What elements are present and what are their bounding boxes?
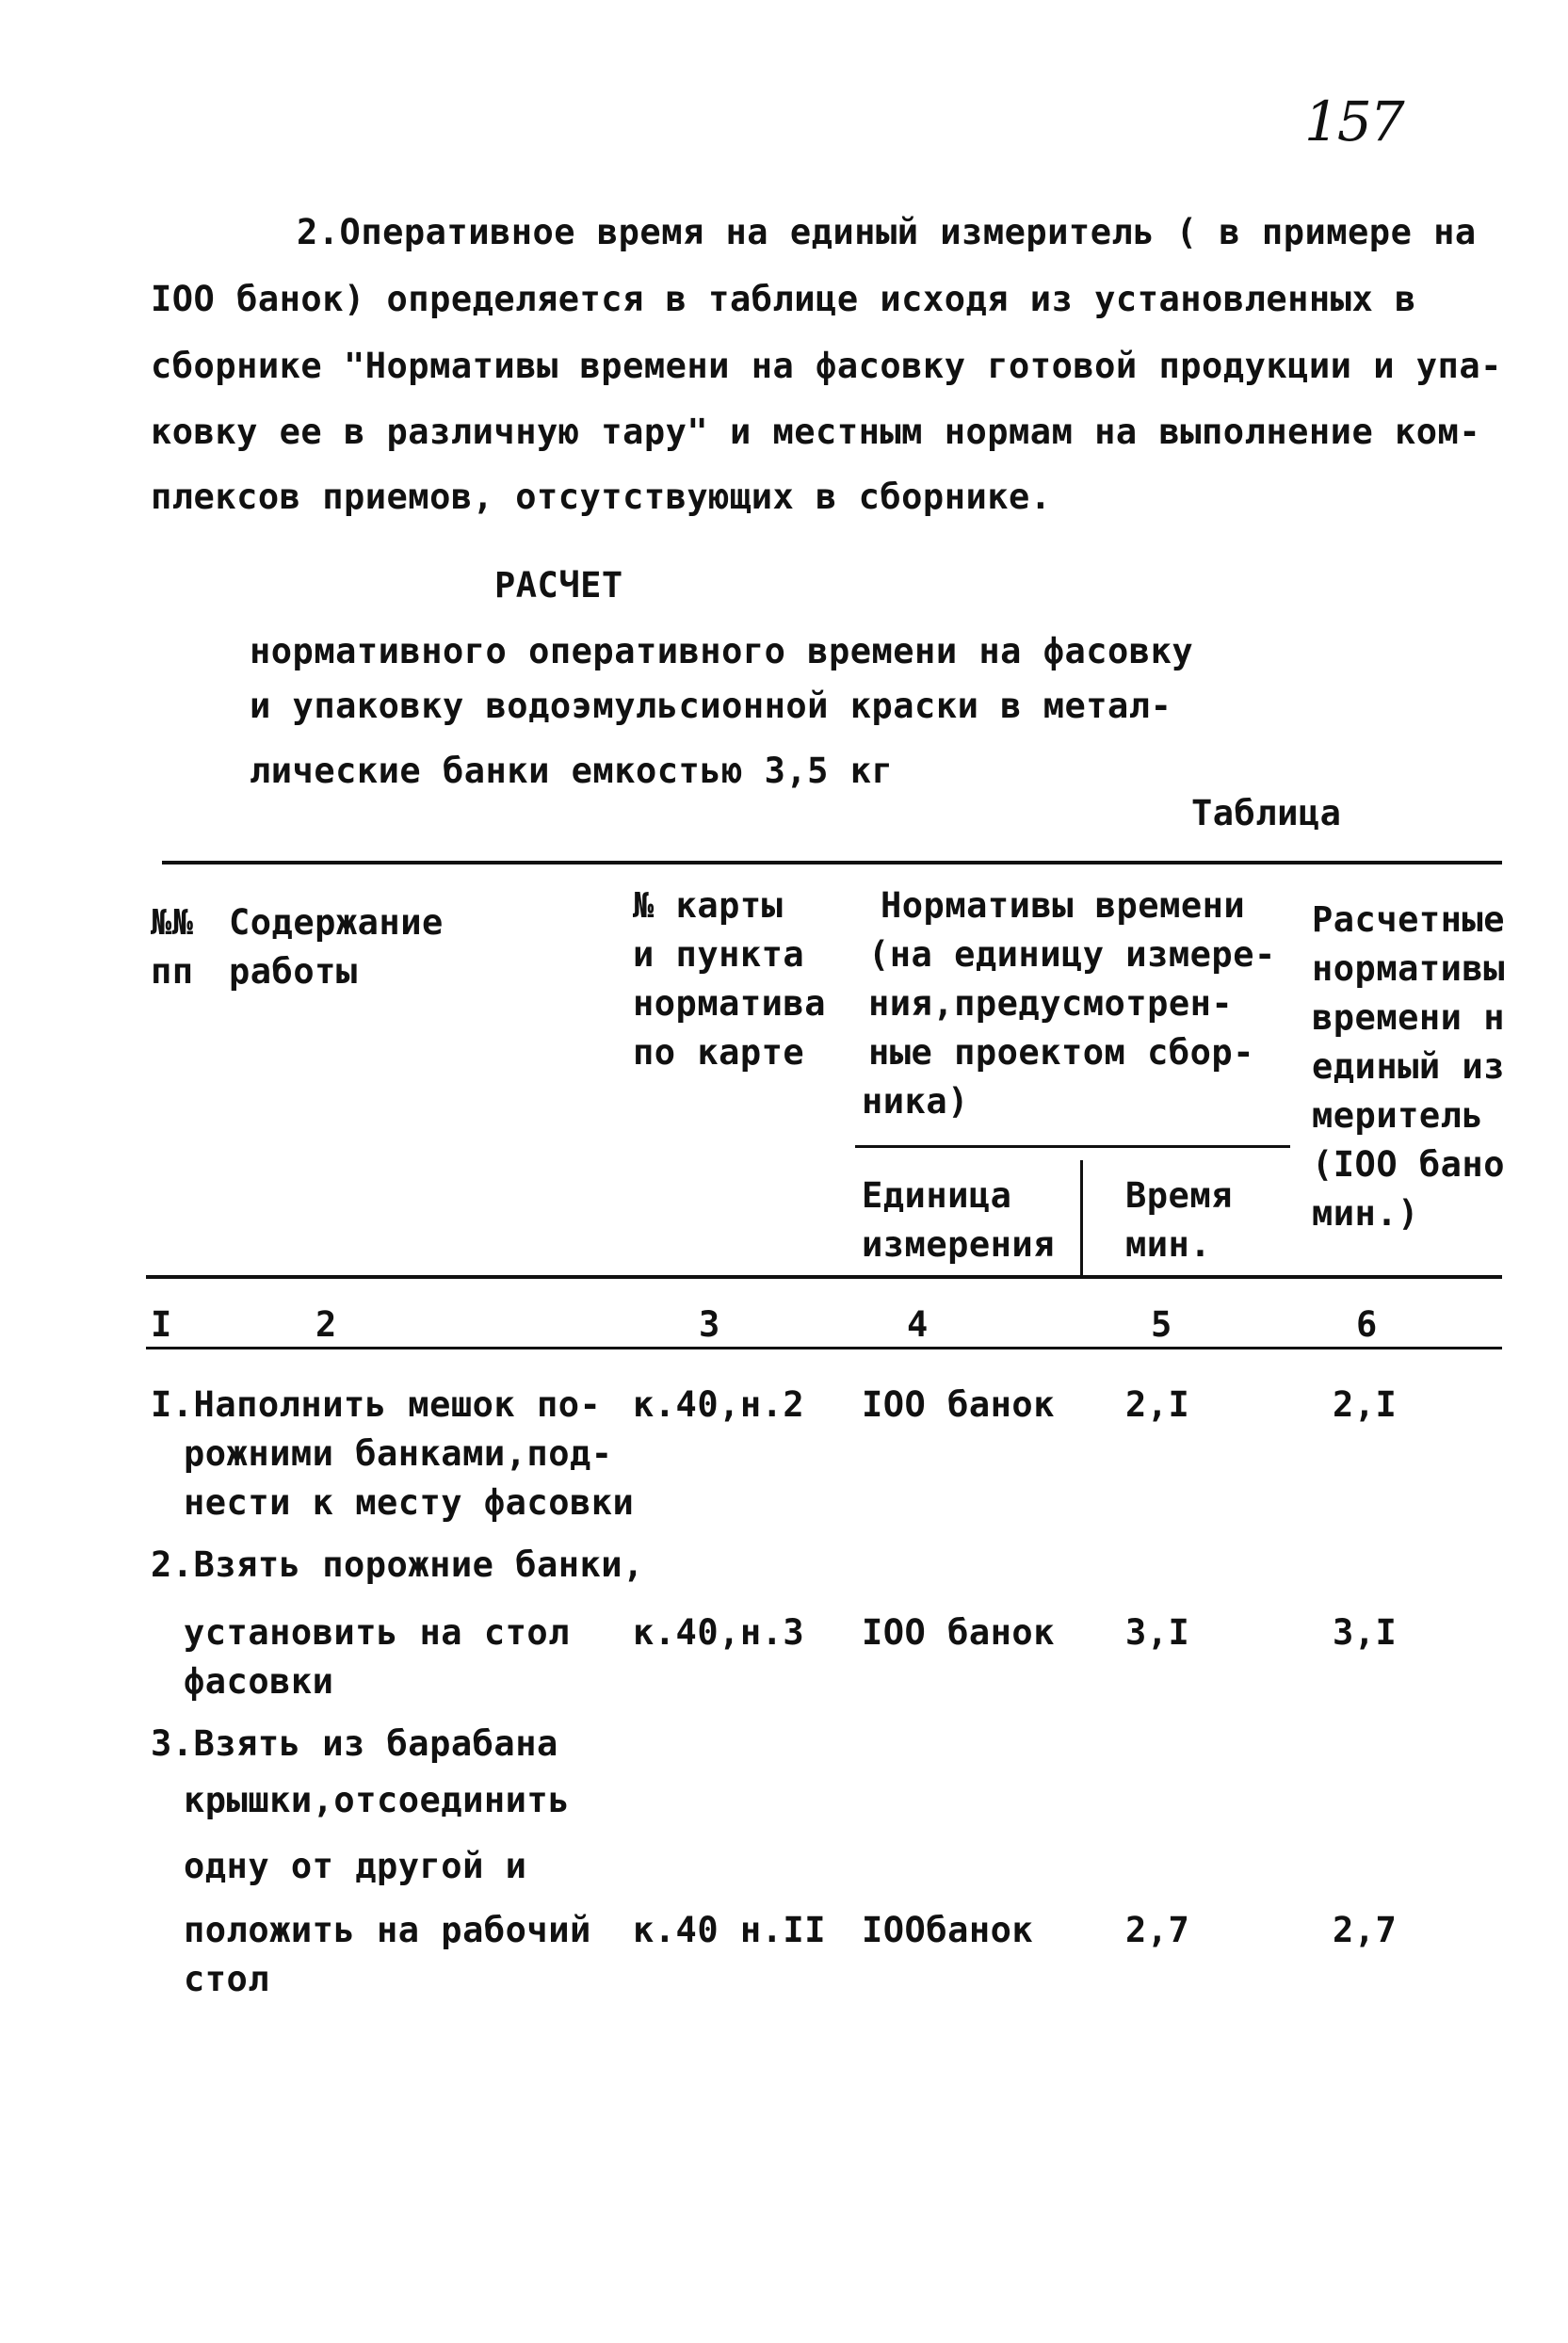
header-group-line: ния,предусмотрен- — [868, 983, 1234, 1024]
row-time: 3,I — [1125, 1612, 1190, 1653]
row-time: 2,7 — [1125, 1910, 1190, 1950]
row-content-line: установить на стол — [184, 1612, 570, 1653]
header-col4-line: Единица — [862, 1175, 1012, 1216]
header-group-line: (на единицу измере- — [868, 934, 1276, 975]
header-col5-line: мин. — [1125, 1224, 1212, 1265]
row-content-line: одну от другой и — [184, 1846, 527, 1886]
subheader-divider — [1080, 1160, 1083, 1277]
header-col6-line: нормативы — [1312, 948, 1505, 989]
header-col6-line: (IOO бано — [1312, 1144, 1505, 1185]
group-header-rule — [855, 1145, 1290, 1148]
heading-subtitle-line: и упаковку водоэмульсионной краски в метал- — [250, 686, 1172, 726]
row-norm: 2,7 — [1333, 1910, 1398, 1950]
row-content-line: 3.Взять из барабана — [151, 1723, 558, 1764]
column-numbers-rule — [146, 1347, 1502, 1349]
header-col1-line: пп — [151, 951, 194, 992]
column-number: 5 — [1151, 1304, 1172, 1345]
row-content-line: нести к месту фасовки — [184, 1482, 635, 1523]
column-number: I — [151, 1304, 172, 1345]
intro-line: 2.Оперативное время на единый измеритель ( в примере на — [297, 212, 1477, 252]
header-col2-line: Содержание — [229, 902, 444, 943]
row-content-line: 2.Взять порожние банки, — [151, 1544, 644, 1585]
row-card: к.40,н.3 — [633, 1612, 805, 1653]
row-content-line: I.Наполнить мешок по- — [151, 1384, 602, 1425]
header-col3-line: по карте — [633, 1032, 805, 1073]
heading-subtitle-line: лические банки емкостью 3,5 кг — [250, 751, 894, 791]
row-content-line: стол — [184, 1959, 270, 1999]
header-group-line: ные проектом сбор- — [868, 1032, 1254, 1073]
row-card: к.40,н.2 — [633, 1384, 805, 1425]
header-col2-line: работы — [229, 951, 358, 992]
header-col6-line: мин.) — [1312, 1193, 1419, 1234]
row-content-line: положить на рабочий — [184, 1910, 591, 1950]
header-col4-line: измерения — [862, 1224, 1055, 1265]
intro-line: IOO банок) определяется в таблице исходя из установленных в — [151, 279, 1416, 319]
intro-line: ковку ее в различную тару" и местным нормам на выполнение ком- — [151, 412, 1481, 452]
row-unit: IOO банок — [862, 1384, 1055, 1425]
row-content-line: крышки,отсоединить — [184, 1780, 570, 1820]
row-time: 2,I — [1125, 1384, 1190, 1425]
row-norm: 3,I — [1333, 1612, 1398, 1653]
header-group-line: Нормативы времени — [881, 885, 1246, 926]
header-col6-line: времени н — [1312, 997, 1505, 1038]
intro-line: сборнике "Нормативы времени на фасовку готовой продукции и упа- — [151, 346, 1502, 386]
column-number: 3 — [699, 1304, 720, 1345]
page-number: 157 — [1304, 89, 1403, 154]
header-col3-line: норматива — [633, 983, 826, 1024]
row-content-line: фасовки — [184, 1661, 334, 1702]
row-content-line: рожними банками,под- — [184, 1433, 613, 1474]
table-label: Таблица — [1191, 793, 1342, 833]
header-bottom-rule — [146, 1275, 1502, 1279]
column-number: 4 — [907, 1304, 929, 1345]
header-col6-line: Расчетные — [1312, 899, 1505, 940]
heading-title: РАСЧЕТ — [494, 565, 623, 606]
header-col6-line: меритель — [1312, 1095, 1484, 1136]
header-col6-line: единый из — [1312, 1046, 1505, 1087]
header-col3-line: и пункта — [633, 934, 805, 975]
header-col1-line: №№ — [151, 902, 194, 943]
heading-subtitle-line: нормативного оперативного времени на фасовку — [250, 631, 1194, 671]
header-group-line: ника) — [862, 1081, 969, 1122]
row-norm: 2,I — [1333, 1384, 1398, 1425]
row-card: к.40 н.II — [633, 1910, 826, 1950]
header-col5-line: Время — [1125, 1175, 1233, 1216]
intro-line: плексов приемов, отсутствующих в сборнике. — [151, 477, 1052, 517]
table-top-rule — [162, 861, 1502, 864]
header-col3-line: № карты — [633, 885, 784, 926]
column-number: 2 — [315, 1304, 337, 1345]
column-number: 6 — [1356, 1304, 1378, 1345]
row-unit: IOO банок — [862, 1612, 1055, 1653]
row-unit: IOOбанок — [862, 1910, 1034, 1950]
